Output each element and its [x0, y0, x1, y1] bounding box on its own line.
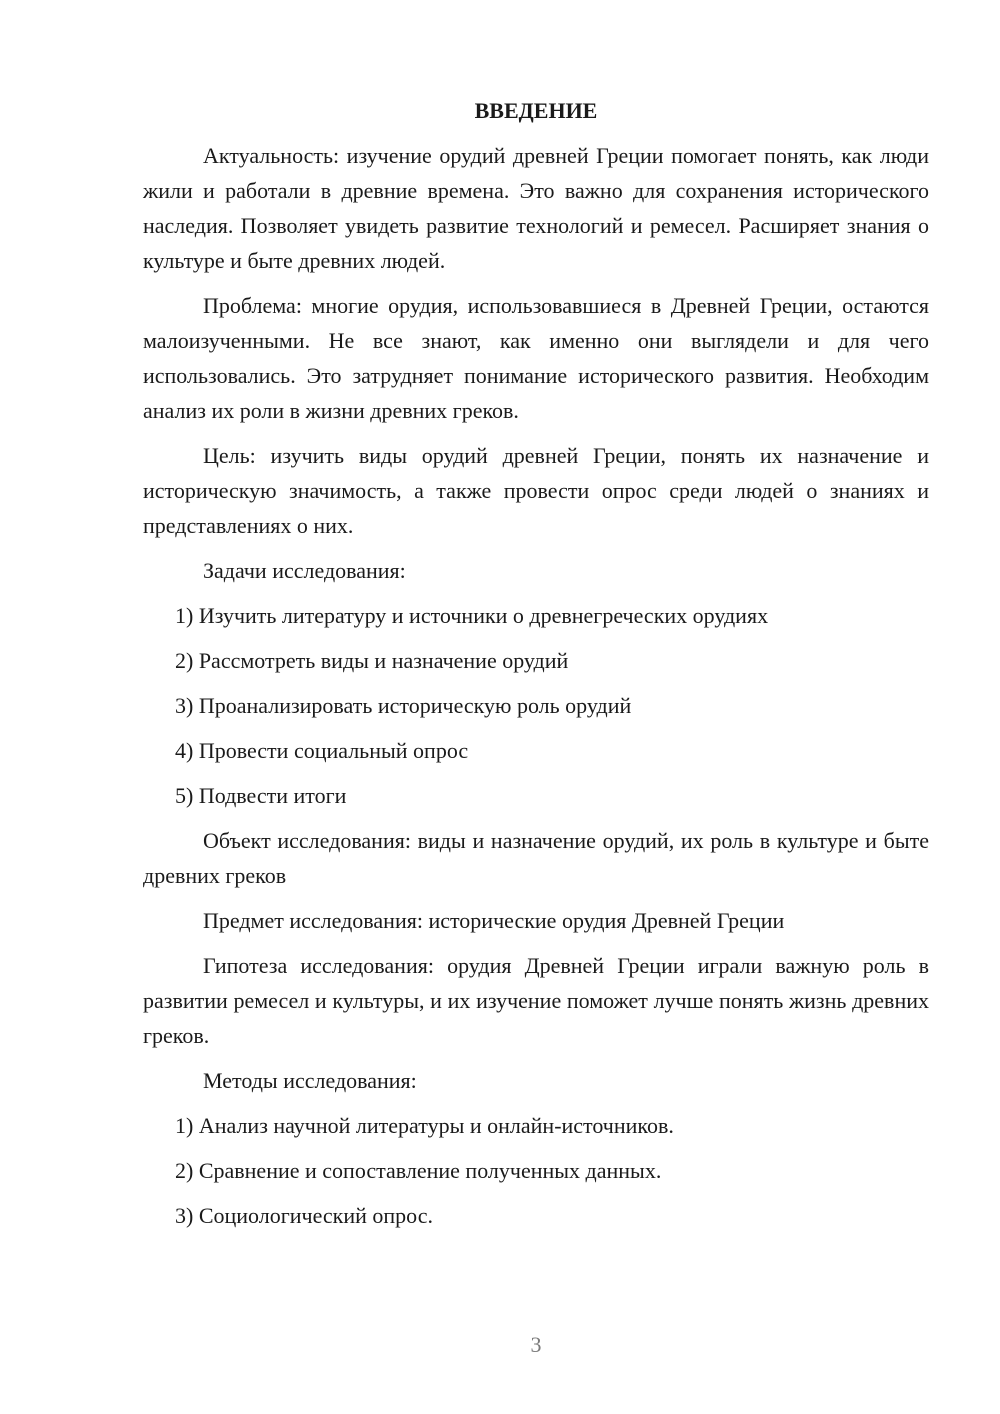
hypothesis-paragraph: Гипотеза исследования: орудия Древней Греции играли важную роль в развитии ремесел и культуры, и их изучение поможет лучше понять жизнь древних греков. [143, 953, 929, 1048]
task-item: 2) Рассмотреть виды и назначение орудий [175, 648, 569, 673]
tasks-label: Задачи исследования: [203, 558, 406, 583]
task-item: 1) Изучить литературу и источники о древнегреческих орудиях [175, 603, 769, 628]
goal-paragraph: Цель: изучить виды орудий древней Греции, понять их назначение и историческую значимость, а также провести опрос среди людей о знаниях и представлениях о них. [143, 443, 929, 538]
object-paragraph: Объект исследования: виды и назначение орудий, их роль в культуре и быте древних греков [143, 828, 929, 888]
problem-paragraph: Проблема: многие орудия, использовавшиеся в Древней Греции, остаются малоизученными. Не все знают, как именно они выглядели и для чего использовались. Это затрудняет понимание исторического развития. Необходим анализ их роли в жизни древних греков. [143, 293, 929, 423]
page-number: 3 [530, 1332, 542, 1357]
task-item: 4) Провести социальный опрос [175, 738, 469, 763]
task-item: 3) Проанализировать историческую роль орудий [175, 693, 632, 718]
method-item: 3) Социологический опрос. [175, 1203, 433, 1228]
relevance-paragraph: Актуальность: изучение орудий древней Греции помогает понять, как люди жили и работали в древние времена. Это важно для сохранения исторического наследия. Позволяет увидеть развитие технологий и ремесел. Расширяет знания о культуре и быте древних людей. [143, 143, 929, 273]
subject-paragraph: Предмет исследования: исторические орудия Древней Греции [203, 908, 785, 933]
method-item: 1) Анализ научной литературы и онлайн-источников. [175, 1113, 674, 1138]
task-item: 5) Подвести итоги [175, 783, 347, 808]
section-heading: ВВЕДЕНИЕ [474, 98, 598, 123]
methods-label: Методы исследования: [203, 1068, 417, 1093]
page-content [143, 94, 929, 1243]
method-item: 2) Сравнение и сопоставление полученных данных. [175, 1158, 662, 1183]
